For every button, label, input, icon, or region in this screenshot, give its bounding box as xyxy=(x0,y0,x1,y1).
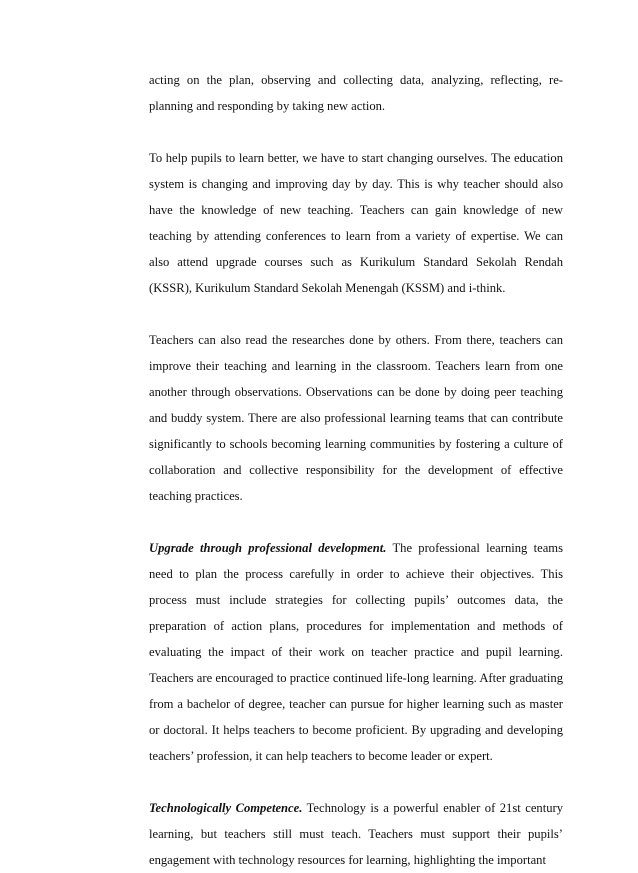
section-heading: Upgrade through professional development. xyxy=(149,541,387,555)
paragraph-reading-research xyxy=(149,327,563,509)
paragraph-text: Teachers can also read the researches done by others. From there, teachers can improve their teaching and learning in the classroom. Teachers learn from one another through observations. Observations can be done by doing peer teaching and buddy system. There are also professional learning teams that can contribute significantly to schools becoming learning communities by fostering a culture of collaboration and collective responsibility for the development of effective teaching practices. xyxy=(149,333,563,503)
paragraph-text: Technology is a powerful enabler of 21st century learning, but teachers still must teach. Teachers must support their pupils’ engagement with technology resources for learning, highlighting the important xyxy=(149,801,563,867)
document-body xyxy=(149,67,563,873)
paragraph-action-research-continuation xyxy=(149,67,563,119)
section-heading: Technologically Competence. xyxy=(149,801,303,815)
paragraph-text: The professional learning teams need to plan the process carefully in order to achieve their objectives. This process must include strategies for collecting pupils’ outcomes data, the preparation of action plans, procedures for implementation and methods of evaluating the impact of their work on teacher practice and pupil learning. Teachers are encouraged to practice continued life-long learning. After graduating from a bachelor of degree, teacher can pursue for higher learning such as master or doctoral. It helps teachers to become proficient. By upgrading and developing teachers’ profession, it can help teachers to become leader or expert. xyxy=(149,541,563,763)
paragraph-text: acting on the plan, observing and collecting data, analyzing, reflecting, re-planning and responding by taking new action. xyxy=(149,73,563,113)
paragraph-text: To help pupils to learn better, we have to start changing ourselves. The education system is changing and improving day by day. This is why teacher should also have the knowledge of new teaching. Teachers can gain knowledge of new teaching by attending conferences to learn from a variety of expertise. We can also attend upgrade courses such as Kurikulum Standard Sekolah Rendah (KSSR), Kurikulum Standard Sekolah Menengah (KSSM) and i-think. xyxy=(149,151,563,295)
paragraph-changing-ourselves xyxy=(149,145,563,301)
paragraph-professional-development xyxy=(149,535,563,769)
paragraph-technological-competence xyxy=(149,795,563,873)
